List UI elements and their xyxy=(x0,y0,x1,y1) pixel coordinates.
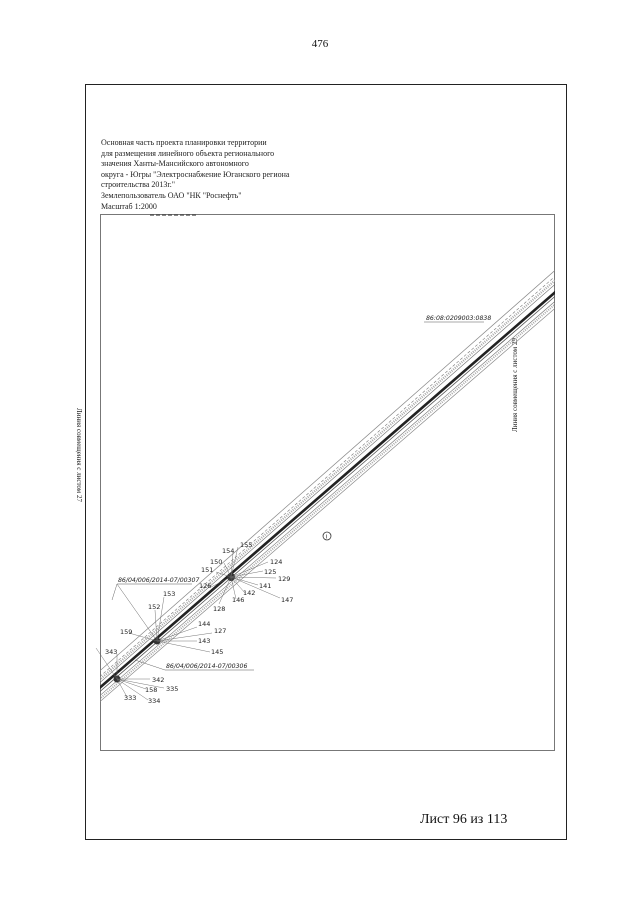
cadastral-label: 86/04/006/2014-07/00307 xyxy=(118,577,200,584)
title-line: значения Ханты-Мансийского автономного xyxy=(101,159,249,169)
page-number: 476 xyxy=(311,38,329,50)
point-label: 343 xyxy=(105,648,118,656)
north-marker: I xyxy=(325,534,328,541)
title-line: округа - Югры "Электроснабжение Юганского региона xyxy=(101,169,290,179)
point-label: 144 xyxy=(198,620,211,628)
corridor-dashed-upper xyxy=(96,272,560,680)
point-label: 334 xyxy=(148,697,161,705)
corridor-inner-upper xyxy=(96,280,560,686)
point-label: 129 xyxy=(278,575,291,583)
corridor-inner-lower xyxy=(96,297,560,699)
cadastral-label: 86/04/006/2014-07/00306 xyxy=(166,663,248,670)
powerline-main xyxy=(96,288,560,691)
point-label: 141 xyxy=(259,582,272,590)
leader-line xyxy=(135,660,165,670)
left-match-line-label: Линия совмещения с листом 27 xyxy=(74,408,83,502)
point-label: 126 xyxy=(199,582,212,590)
sheet-label: Лист 96 из 113 xyxy=(420,812,508,827)
point-label: 127 xyxy=(214,627,227,635)
right-match-line-label: Линия совмещения с листом 29 xyxy=(510,338,519,432)
landowner-line: Землепользователь ОАО "НК "Роснефть" xyxy=(101,190,242,200)
point-label: 153 xyxy=(163,590,176,598)
point-label: 342 xyxy=(152,676,165,684)
point-label: 147 xyxy=(281,596,294,604)
corridor-hatch-upper xyxy=(96,276,560,683)
point-label: 159 xyxy=(120,628,133,636)
point-label: 155 xyxy=(240,541,253,549)
point-label: 125 xyxy=(264,568,277,576)
point-label: 150 xyxy=(210,558,223,566)
point-label: 151 xyxy=(201,566,214,574)
cadastral-label: 86:08:0209003:0838 xyxy=(426,315,492,322)
point-label: 335 xyxy=(166,685,179,693)
point-label: 143 xyxy=(198,637,211,645)
leader-line xyxy=(112,584,117,600)
corridor-outer-upper xyxy=(94,266,560,676)
point-label: 333 xyxy=(124,694,137,702)
point-label: 146 xyxy=(232,596,245,604)
title-line: строительства 2013г." xyxy=(101,180,176,190)
corridor-outer-lower xyxy=(96,304,560,705)
point-label: 152 xyxy=(148,603,161,611)
powerline-edge xyxy=(96,292,560,695)
point-label: 154 xyxy=(222,547,235,555)
point-label: 128 xyxy=(213,605,226,613)
scale-line: Масштаб 1:2000 xyxy=(101,201,157,211)
corridor-hatch-lower xyxy=(96,300,560,702)
title-line: для размещения линейного объекта регионального xyxy=(101,148,275,158)
point-label: 158 xyxy=(145,686,158,694)
point-label: 124 xyxy=(270,558,283,566)
point-label: 142 xyxy=(243,589,256,597)
point-label: 145 xyxy=(211,648,224,656)
title-line: Основная часть проекта планировки территории xyxy=(101,138,267,147)
